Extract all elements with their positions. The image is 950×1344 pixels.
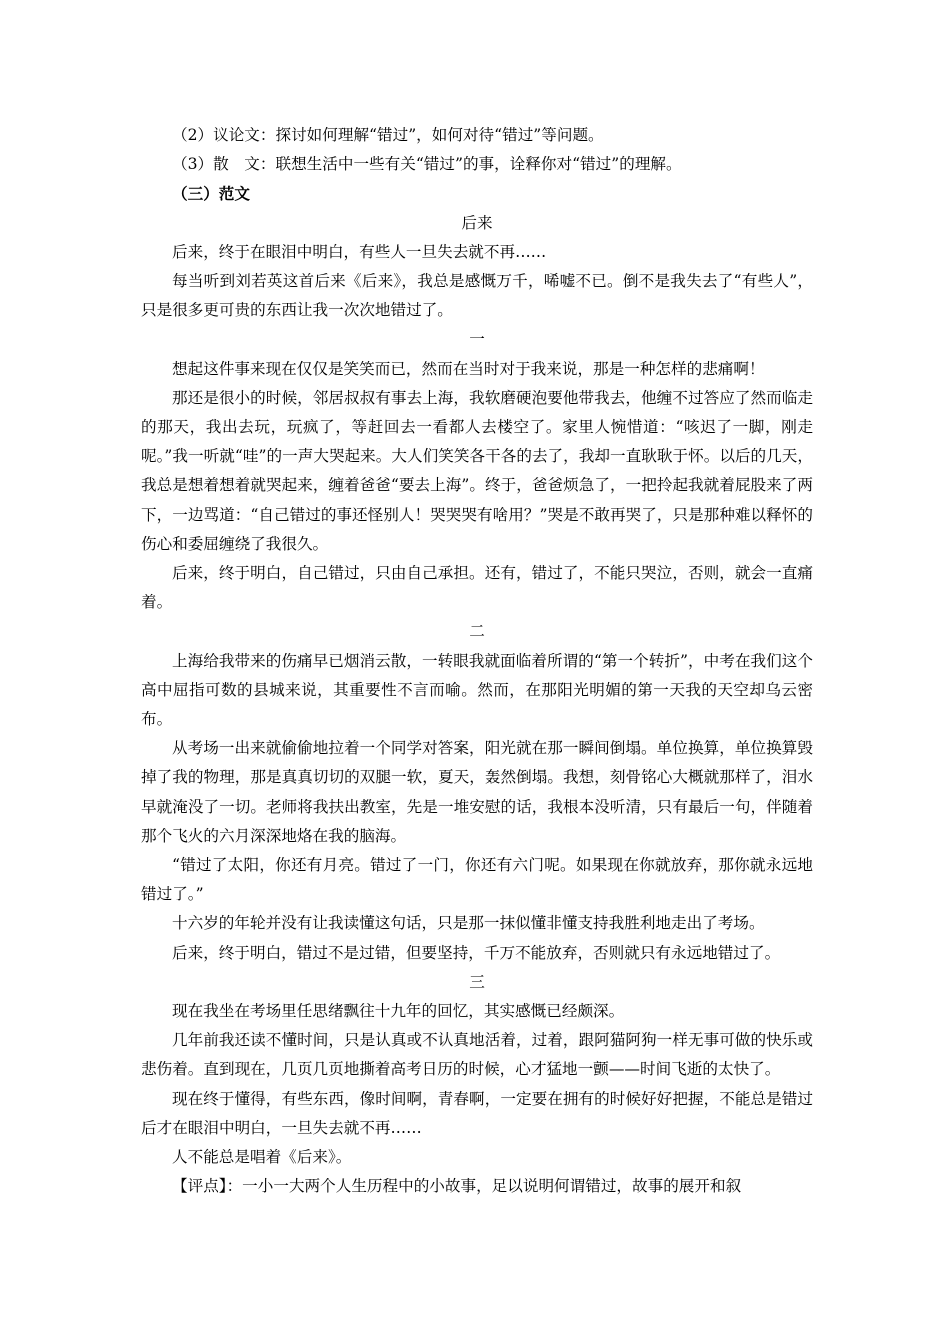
part2-paragraph-3: “错过了太阳，你还有月亮。错过了一门，你还有六门呢。如果现在你就放弃，那你就永远地错过了。” xyxy=(141,855,813,904)
outline-item-3: （3）散 文：联想生活中一些有关“错过”的事，诠释你对“错过”的理解。 xyxy=(172,155,682,174)
comment-paragraph: 【评点】：一小一大两个人生历程中的小故事，足以说明何谓错过，故事的展开和叙 xyxy=(172,1177,742,1196)
part-heading-1: 一 xyxy=(469,330,485,349)
part3-paragraph-1: 现在我坐在考场里任思绪飘往十九年的回忆，其实感慨已经颇深。 xyxy=(172,1001,625,1020)
outline-item-2: （2）议论文：探讨如何理解“错过”，如何对待“错过”等问题。 xyxy=(172,126,604,144)
part1-paragraph-1: 想起这件事来现在仅仅是笑笑而已，然而在当时对于我来说，那是一种怎样的悲痛啊！ xyxy=(172,359,765,378)
part3-paragraph-2: 几年前我还读不懂时间，只是认真或不认真地活着，过着，跟阿猫阿狗一样无事可做的快乐或悲伤着。直到现在，几页几页地撕着高考日历的时候，心才猛地一颤——时间飞逝的太快了。 xyxy=(141,1031,813,1079)
part1-paragraph-2: 那还是很小的时候，邻居叔叔有事去上海，我软磨硬泡要他带我去，他缠不过答应了然而临走的那天，我出去玩，玩疯了，等赶回去一看都人去楼空了。家里人惋惜道：“咳迟了一脚，刚走呢。”我一听就“哇”的一声大哭起来。大人们笑笑各干各的去了，我却一直耿耿于怀。以后的几天，我总是想着想着就哭起来，缠着爸爸“要去上海”。终于，爸爸烦急了，一把拎起我就着屁股来了两下，一边骂道：“自己错过的事还怪别人！哭哭哭有啥用？”哭是不敢再哭了，只是那种难以释怀的伤心和委屈缠绕了我很久。 xyxy=(141,388,813,553)
document-body xyxy=(141,121,813,1201)
section-heading: （三）范文 xyxy=(172,184,250,204)
part3-paragraph-3: 现在终于懂得，有些东西，像时间啊，青春啊，一定要在拥有的时候好好把握，不能总是错过后才在眼泪中明白，一旦失去就不再…… xyxy=(141,1089,813,1137)
part-heading-3: 三 xyxy=(469,972,485,991)
part3-paragraph-4: 人不能总是唱着《后来》。 xyxy=(172,1148,352,1166)
part2-paragraph-4: 十六岁的年轮并没有让我读懂这句话，只是那一抹似懂非懂支持我胜利地走出了考场。 xyxy=(172,914,765,933)
part-heading-2: 二 xyxy=(469,622,485,641)
part1-paragraph-3: 后来，终于明白，自己错过，只由自己承担。还有，错过了，不能只哭泣，否则，就会一直痛着。 xyxy=(141,563,813,612)
essay-intro-1: 后来，终于在眼泪中明白，有些人一旦失去就不再…… xyxy=(172,242,547,261)
part2-paragraph-2: 从考场一出来就偷偷地拉着一个同学对答案，阳光就在那一瞬间倒塌。单位换算，单位换算毁掉了我的物理，那是真真切切的双腿一软，夏天，轰然倒塌。我想，刻骨铭心大概就那样了，泪水早就淹没了一切。老师将我扶出教室，先是一堆安慰的话，我根本没听清，只有最后一句，伴随着那个飞火的六月深深地烙在我的脑海。 xyxy=(141,739,813,845)
part2-paragraph-1: 上海给我带来的伤痛早已烟消云散，一转眼我就面临着所谓的“第一个转折”，中考在我们这个高中屈指可数的县城来说，其重要性不言而喻。然而，在那阳光明媚的第一天我的天空却乌云密布。 xyxy=(141,651,813,728)
essay-title: 后来 xyxy=(461,213,493,232)
essay-intro-2: 每当听到刘若英这首后来《后来》，我总是感慨万千，唏嘘不已。倒不是我失去了“有些人”，只是很多更可贵的东西让我一次次地错过了。 xyxy=(141,271,813,320)
part2-paragraph-5: 后来，终于明白，错过不是过错，但要坚持，千万不能放弃，否则就只有永远地错过了。 xyxy=(172,943,781,962)
